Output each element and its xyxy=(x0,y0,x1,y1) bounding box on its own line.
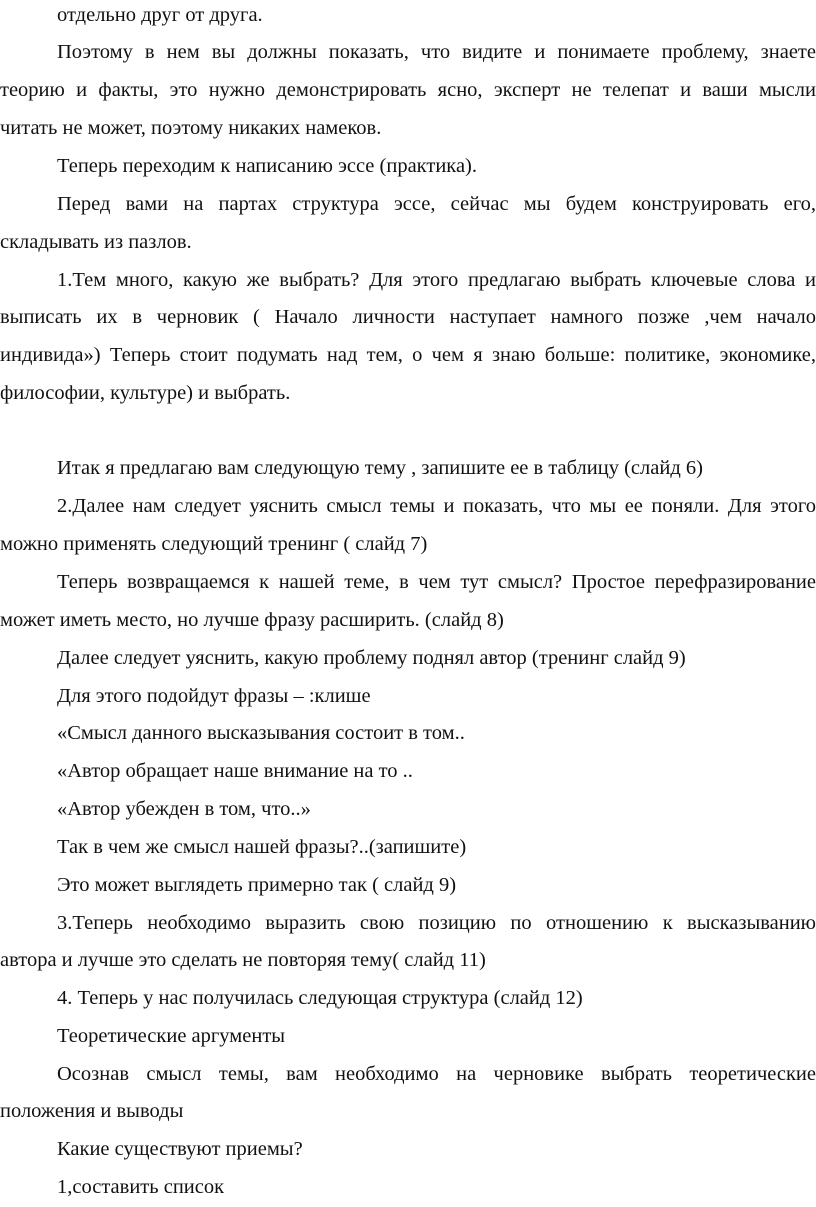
text-line: Перед вами на партах структура эссе, сейчас мы будем конструировать его, xyxy=(57,193,816,215)
text-line: Теоретические аргументы xyxy=(57,1025,286,1047)
text-line: автора и лучше это сделать не повторяя тему( слайд 11) xyxy=(0,949,486,971)
text-line: 3.Теперь необходимо выразить свою позицию по отношению к высказыванию xyxy=(57,912,816,934)
text-line: складывать из пазлов. xyxy=(0,231,192,253)
text-line: отдельно друг от друга. xyxy=(57,4,263,26)
text-line: Теперь возвращаемся к нашей теме, в чем тут смысл? Простое перефразирование xyxy=(57,571,816,593)
text-line: Какие существуют приемы? xyxy=(57,1138,303,1160)
text-line: читать не может, поэтому никаких намеков. xyxy=(0,117,382,139)
text-line: индивида») Теперь стоит подумать над тем, о чем я знаю больше: политике, экономике, xyxy=(0,344,816,366)
text-line: «Автор убежден в том, что..» xyxy=(57,798,311,820)
text-line: «Смысл данного высказывания состоит в том.. xyxy=(57,722,465,744)
text-line: выписать их в черновик ( Начало личности наступает намного позже ,чем начало xyxy=(0,306,816,328)
text-line: 1.Тем много, какую же выбрать? Для этого предлагаю выбрать ключевые слова и xyxy=(57,269,816,291)
text-line: Осознав смысл темы, вам необходимо на черновике выбрать теоретические xyxy=(57,1063,816,1085)
text-line: положения и выводы xyxy=(0,1100,184,1122)
text-line: 2.Далее нам следует уяснить смысл темы и показать, что мы ее поняли. Для этого xyxy=(57,495,816,517)
text-line: Для этого подойдут фразы – :клише xyxy=(57,685,371,707)
text-line: 1,составить список xyxy=(57,1176,225,1198)
text-line: Далее следует уяснить, какую проблему поднял автор (тренинг слайд 9) xyxy=(57,647,686,669)
text-line: 4. Теперь у нас получилась следующая структура (слайд 12) xyxy=(57,987,583,1009)
text-line: теорию и факты, это нужно демонстрировать ясно, эксперт не телепат и ваши мысли xyxy=(0,79,816,101)
text-line: может иметь место, но лучше фразу расширить. (слайд 8) xyxy=(0,609,504,631)
text-line: можно применять следующий тренинг ( слайд 7) xyxy=(0,533,428,555)
text-line: Так в чем же смысл нашей фразы?..(запишите) xyxy=(57,836,467,858)
text-line: философии, культуре) и выбрать. xyxy=(0,382,291,404)
text-line: Итак я предлагаю вам следующую тему , запишите ее в таблицу (слайд 6) xyxy=(57,457,703,479)
text-line: Теперь переходим к написанию эссе (практика). xyxy=(57,155,477,177)
text-line: Поэтому в нем вы должны показать, что видите и понимаете проблему, знаете xyxy=(57,41,816,63)
text-line: Это может выглядеть примерно так ( слайд 9) xyxy=(57,874,457,896)
text-line: «Автор обращает наше внимание на то .. xyxy=(57,760,413,782)
